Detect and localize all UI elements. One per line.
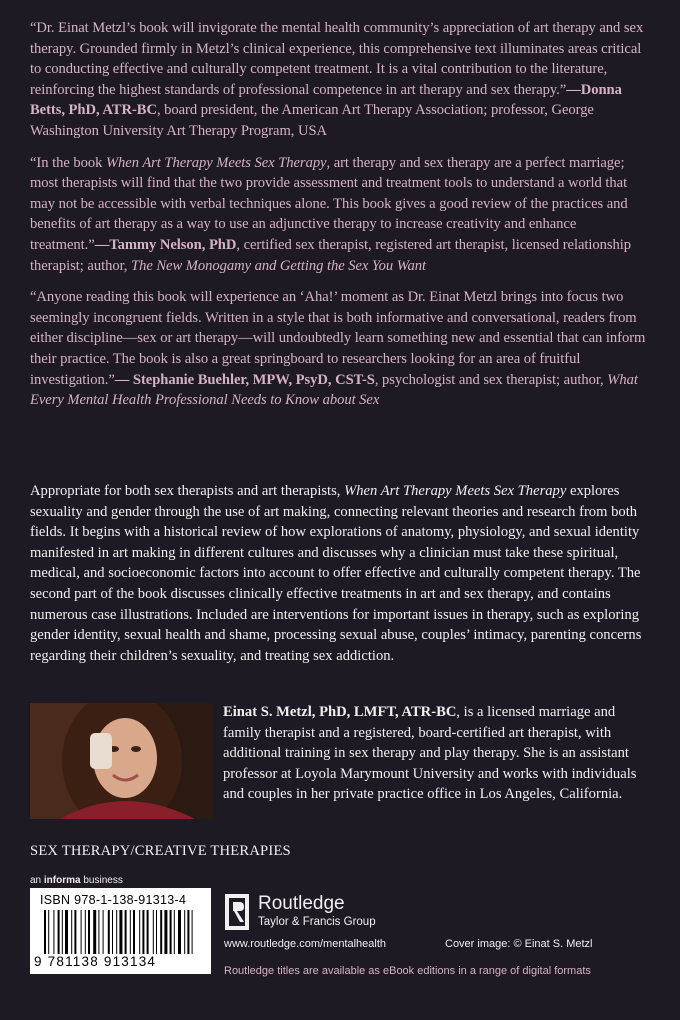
review-nelson: “In the book When Art Therapy Meets Sex Therapy, art therapy and sex therapy are a perfect marriage; most therapists will find that the two provide assessment and treatment tools to understand a world that may not be accessible with verbal techniques alone. This book gives a good review of the practices and benefits of art therapy as a way to use an adjunctive therapy to increase creativity and enhance treatment.”—Tammy Nelson, PhD, certified sex therapist, registered art therapist, licensed relationship therapist; author, The New Monogamy and Getting the Sex You Want bbox=[30, 154, 632, 274]
reviewer-name: —Tammy Nelson, PhD bbox=[94, 236, 237, 253]
subject-category: SEX THERAPY/CREATIVE THERAPIES bbox=[30, 843, 291, 859]
routledge-logo-icon bbox=[225, 894, 255, 930]
reviewer-book-title: The New Monogamy and Getting the Sex You Want bbox=[131, 257, 427, 274]
review-buehler: “Anyone reading this book will experience an ‘Aha!’ moment as Dr. Einat Metzl brings into focus two seemingly incongruent fields. Written in a style that is both informative and conversational, readers from either discipline—sex or art therapy—will undoubtedly learn something new and essential that can inform their practice. The book is also a great springboard to researchers looking for an area of fruitful investigation.”— Stephanie Buehler, MPW, PsyD, CST-S, psychologist and sex therapist; author, What Every Mental Health Professional Needs to Know about Sex bbox=[30, 289, 646, 409]
review-betts: “Dr. Einat Metzl’s book will invigorate the mental health community’s appreciation of art therapy and sex therapy. Grounded firmly in Metzl’s clinical experience, this comprehensive text illuminates areas critical to conducting effective and culturally competent treatment. It is a vital contribution to the literature, reinforcing the highest standards of professional competence in art therapy and sex therapy.”—Donna Betts, PhD, ATR-BC, board president, the American Art Therapy Association; professor, George Washington University Art Therapy Program, USA bbox=[30, 20, 644, 139]
author-portrait-image bbox=[30, 703, 213, 819]
author-photo bbox=[30, 703, 213, 819]
publisher-name: Routledge bbox=[258, 893, 345, 914]
reviews-section bbox=[30, 18, 646, 422]
publisher-group: Taylor & Francis Group bbox=[258, 916, 376, 928]
informa-business-line: an informa business bbox=[30, 875, 123, 886]
reviewer-book-title: What Every Mental Health Professional Needs to Know about Sex bbox=[30, 371, 638, 409]
ebook-note: Routledge titles are available as eBook editions in a range of digital formats bbox=[224, 965, 591, 977]
isbn-barcode bbox=[30, 888, 211, 974]
author-name: Einat S. Metzl, PhD, LMFT, ATR-BC bbox=[223, 704, 457, 720]
publisher-url[interactable]: www.routledge.com/mentalhealth bbox=[224, 938, 387, 950]
barcode-digits: 9 781138 913134 bbox=[34, 954, 157, 969]
reviewer-name: —Donna Betts, PhD, ATR-BC bbox=[30, 81, 622, 119]
author-bio: Einat S. Metzl, PhD, LMFT, ATR-BC, is a licensed marriage and family therapist and a registered, board-certified art therapist, with additional training in sex therapy and play therapy. She is an assistant professor at Loyola Marymount University and works with individuals and couples in her private practice office in Los Angeles, California. bbox=[223, 704, 637, 803]
cover-image-credit: Cover image: © Einat S. Metzl bbox=[445, 938, 593, 950]
book-title: When Art Therapy Meets Sex Therapy bbox=[105, 154, 327, 171]
book-description: Appropriate for both sex therapists and art therapists, When Art Therapy Meets Sex Therapy explores sexuality and gender through the use of art making, connecting relevant theories and research from both fields. It begins with a historical review of how explorations of anatomy, physiology, and sexual identity manifested in art making in different cultures and discusses why a clinician must take these spiritual, medical, and socioeconomic factors into account to offer effective and culturally competent therapy. The second part of the book discusses clinically effective treatments in art and sex therapy, and contains numerous case illustrations. Included are interventions for important issues in therapy, such as exploring gender identity, sexual health and shame, processing sexual abuse, couples’ intimacy, parenting concerns regarding their children’s sexuality, and treating sex addiction. bbox=[30, 483, 642, 664]
isbn-label: ISBN 978-1-138-91313-4 bbox=[40, 893, 187, 907]
reviewer-name: — Stephanie Buehler, MPW, PsyD, CST-S bbox=[114, 371, 375, 388]
book-title: When Art Therapy Meets Sex Therapy bbox=[344, 483, 567, 499]
